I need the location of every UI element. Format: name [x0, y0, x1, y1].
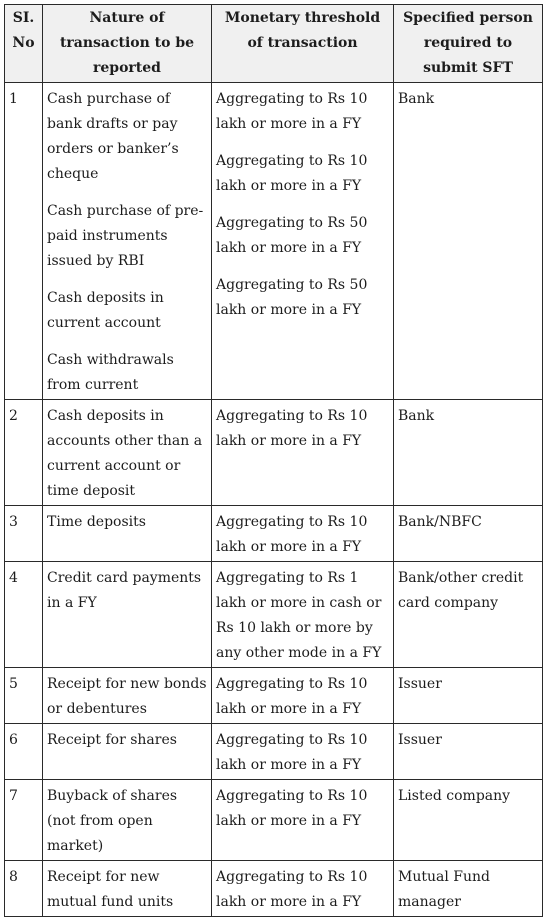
table-row: [5, 562, 543, 668]
threshold-text: Aggregating to Rs 50 lakh or more in a FY: [216, 277, 368, 318]
threshold-text: Aggregating to Rs 10 lakh or more in a FY: [216, 732, 368, 773]
nature-text: Credit card payments in a FY: [47, 570, 202, 611]
threshold-text: Aggregating to Rs 10 lakh or more in a FY: [216, 788, 368, 829]
person-cell: Mutual Fund manager: [394, 861, 543, 917]
threshold-cell: [212, 506, 394, 562]
threshold-cell: [212, 668, 394, 724]
threshold-text: Aggregating to Rs 50 lakh or more in a FY: [216, 215, 368, 256]
nature-text: Receipt for new mutual fund units: [47, 869, 174, 910]
nature-cell: [43, 724, 212, 780]
threshold-text: Aggregating to Rs 1 lakh or more in cash or Rs 10 lakh or more by any other mode in a FY: [216, 570, 382, 661]
table-row: [5, 83, 543, 400]
threshold-text: Aggregating to Rs 10 lakh or more in a FY: [216, 514, 368, 555]
table-row: [5, 724, 543, 780]
threshold-text: Aggregating to Rs 10 lakh or more in a FY: [216, 153, 368, 194]
row-number: 6: [5, 724, 43, 780]
nature-cell: [43, 506, 212, 562]
row-number: 2: [5, 400, 43, 506]
table-row: [5, 780, 543, 861]
nature-cell: [43, 668, 212, 724]
person-cell: Listed company: [394, 780, 543, 861]
table-body: [5, 83, 543, 917]
nature-text: Cash deposits in current account: [47, 290, 164, 331]
header-nature: Nature of transaction to be reported: [43, 5, 212, 83]
person-cell: Bank/other credit card company: [394, 562, 543, 668]
nature-text: Cash deposits in accounts other than a current account or time deposit: [47, 408, 203, 499]
nature-text: Cash withdrawals from current: [47, 352, 174, 393]
header-threshold: Monetary threshold of transaction: [212, 5, 394, 83]
row-number: 1: [5, 83, 43, 400]
row-number: 8: [5, 861, 43, 917]
table-row: [5, 400, 543, 506]
header-row: [5, 5, 543, 83]
threshold-text: Aggregating to Rs 10 lakh or more in a FY: [216, 408, 368, 449]
threshold-text: Aggregating to Rs 10 lakh or more in a FY: [216, 869, 368, 910]
person-cell: Issuer: [394, 724, 543, 780]
threshold-cell: [212, 562, 394, 668]
nature-text: Time deposits: [47, 514, 146, 530]
row-number: 4: [5, 562, 43, 668]
threshold-cell: [212, 724, 394, 780]
nature-text: Cash purchase of pre-paid instruments issued by RBI: [47, 203, 204, 269]
threshold-text: Aggregating to Rs 10 lakh or more in a FY: [216, 91, 368, 132]
table-row: [5, 861, 543, 917]
nature-cell: [43, 400, 212, 506]
threshold-cell: [212, 780, 394, 861]
row-number: 3: [5, 506, 43, 562]
threshold-cell: [212, 400, 394, 506]
table-row: [5, 506, 543, 562]
sft-table: [4, 4, 543, 917]
nature-text: Receipt for shares: [47, 732, 177, 748]
person-cell: Bank/NBFC: [394, 506, 543, 562]
nature-cell: [43, 861, 212, 917]
person-cell: Bank: [394, 83, 543, 400]
person-cell: Bank: [394, 400, 543, 506]
nature-cell: [43, 562, 212, 668]
person-cell: Issuer: [394, 668, 543, 724]
header-sl-no: SI. No: [5, 5, 43, 83]
nature-text: Receipt for new bonds or debentures: [47, 676, 207, 717]
nature-text: Buyback of shares (not from open market): [47, 788, 178, 854]
threshold-cell: [212, 861, 394, 917]
nature-cell: [43, 83, 212, 400]
nature-cell: [43, 780, 212, 861]
table-row: [5, 668, 543, 724]
row-number: 5: [5, 668, 43, 724]
threshold-text: Aggregating to Rs 10 lakh or more in a FY: [216, 676, 368, 717]
threshold-cell: [212, 83, 394, 400]
row-number: 7: [5, 780, 43, 861]
header-person: Specified person required to submit SFT: [394, 5, 543, 83]
table-header: [5, 5, 543, 83]
nature-text: Cash purchase of bank drafts or pay orders or banker’s cheque: [47, 91, 179, 182]
